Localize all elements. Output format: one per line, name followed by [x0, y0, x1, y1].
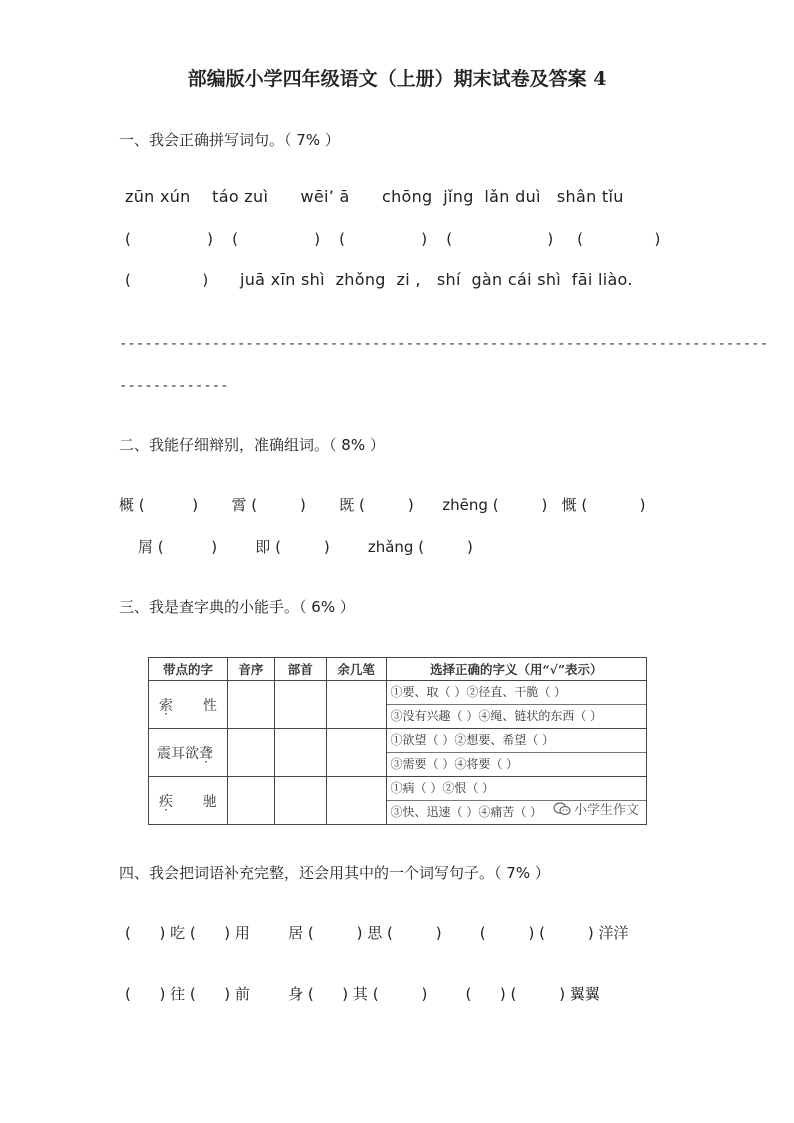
meaning-options-cell[interactable] — [386, 729, 646, 777]
section-4-heading: 四、我会把词语补充完整，还会用其中的一个词写句子。（ 7% ） — [119, 864, 550, 882]
remaining-strokes-cell[interactable] — [326, 681, 386, 729]
column-header: 部首 — [274, 658, 326, 681]
meaning-options-cell[interactable] — [386, 681, 646, 729]
meaning-option: ①要、取（ ）②径直、干脆（ ） — [387, 681, 646, 705]
table-row — [149, 729, 647, 777]
word-char: 性 — [202, 697, 217, 714]
radical-cell[interactable] — [274, 777, 326, 825]
column-header: 选择正确的字义（用“√”表示） — [386, 658, 646, 681]
section-1-heading: 一、我会正确拼写词句。（ 7% ） — [119, 131, 340, 149]
table-row — [149, 681, 647, 729]
column-header: 带点的字 — [149, 658, 228, 681]
section-2-row-2[interactable]: 屑 ( ) 即 ( ) zhǎng ( ) — [138, 538, 473, 556]
dotted-word-cell — [149, 681, 228, 729]
word-chars: 震耳欲 — [157, 745, 199, 762]
column-header: 音序 — [227, 658, 274, 681]
answer-line-continued[interactable]: ------------- — [119, 378, 229, 394]
radical-cell[interactable] — [274, 729, 326, 777]
section-1-line3-bracket[interactable]: ( ) — [125, 271, 209, 289]
section-2-row-1[interactable]: 概 ( ) 霄 ( ) 既 ( ) zhēng ( ) 慨 ( ) — [119, 496, 646, 514]
watermark-text: 小学生作文 — [574, 803, 640, 818]
remaining-strokes-cell[interactable] — [326, 777, 386, 825]
pinyin-order-cell[interactable] — [227, 777, 274, 825]
section-4-row-1[interactable]: ( ) 吃 ( ) 用 居 ( ) 思 ( ) ( ) ( ) 洋洋 — [125, 924, 629, 942]
watermark — [553, 799, 639, 820]
section-2-heading: 二、我能仔细辩别，准确组词。（ 8% ） — [119, 436, 385, 454]
section-1-pinyin-sentence: juā xīn shì zhǒng zi , shí gàn cái shì fāi liào. — [240, 270, 633, 289]
radical-cell[interactable] — [274, 681, 326, 729]
section-4-row-2[interactable]: ( ) 往 ( ) 前 身 ( ) 其 ( ) ( ) ( ) 翼翼 — [125, 985, 600, 1003]
meaning-option: ③没有兴趣（ ）④绳、链状的东西（ ） — [390, 709, 603, 723]
section-3-heading: 三、我是查字典的小能手。（ 6% ） — [119, 598, 355, 616]
pinyin-order-cell[interactable] — [227, 729, 274, 777]
dotted-char: 聋 · — [199, 743, 213, 763]
dotted-word-cell — [149, 729, 228, 777]
dotted-word-cell — [149, 777, 228, 825]
section-1-pinyin-line: zūn xún táo zuì wēi’ ā chōng jǐng lǎn duì shân tǐu — [125, 187, 624, 206]
meaning-option: ①欲望（ ）②想要、希望（ ） — [387, 729, 646, 753]
word-char: 驰 — [202, 793, 217, 810]
pinyin-order-cell[interactable] — [227, 681, 274, 729]
column-header: 余几笔 — [326, 658, 386, 681]
meaning-option: ①病（ ）②恨（ ） — [387, 777, 646, 801]
dotted-char: 索 · — [159, 695, 173, 715]
meaning-option: ③需要（ ）④将要（ ） — [390, 757, 519, 771]
remaining-strokes-cell[interactable] — [326, 729, 386, 777]
meaning-option: ③快、迅速（ ）④痛苦（ ） — [390, 805, 543, 819]
answer-line[interactable]: ----------------------------------------------------------------------------- — [119, 336, 769, 352]
dotted-char: 疾 · — [159, 791, 173, 811]
table-header-row — [149, 658, 647, 681]
section-1-bracket-line[interactable]: ( ) ( ) ( ) ( ) ( ) — [125, 230, 661, 248]
page-title: 部编版小学四年级语文（上册）期末试卷及答案 4 — [187, 68, 607, 90]
wechat-icon — [553, 802, 571, 820]
